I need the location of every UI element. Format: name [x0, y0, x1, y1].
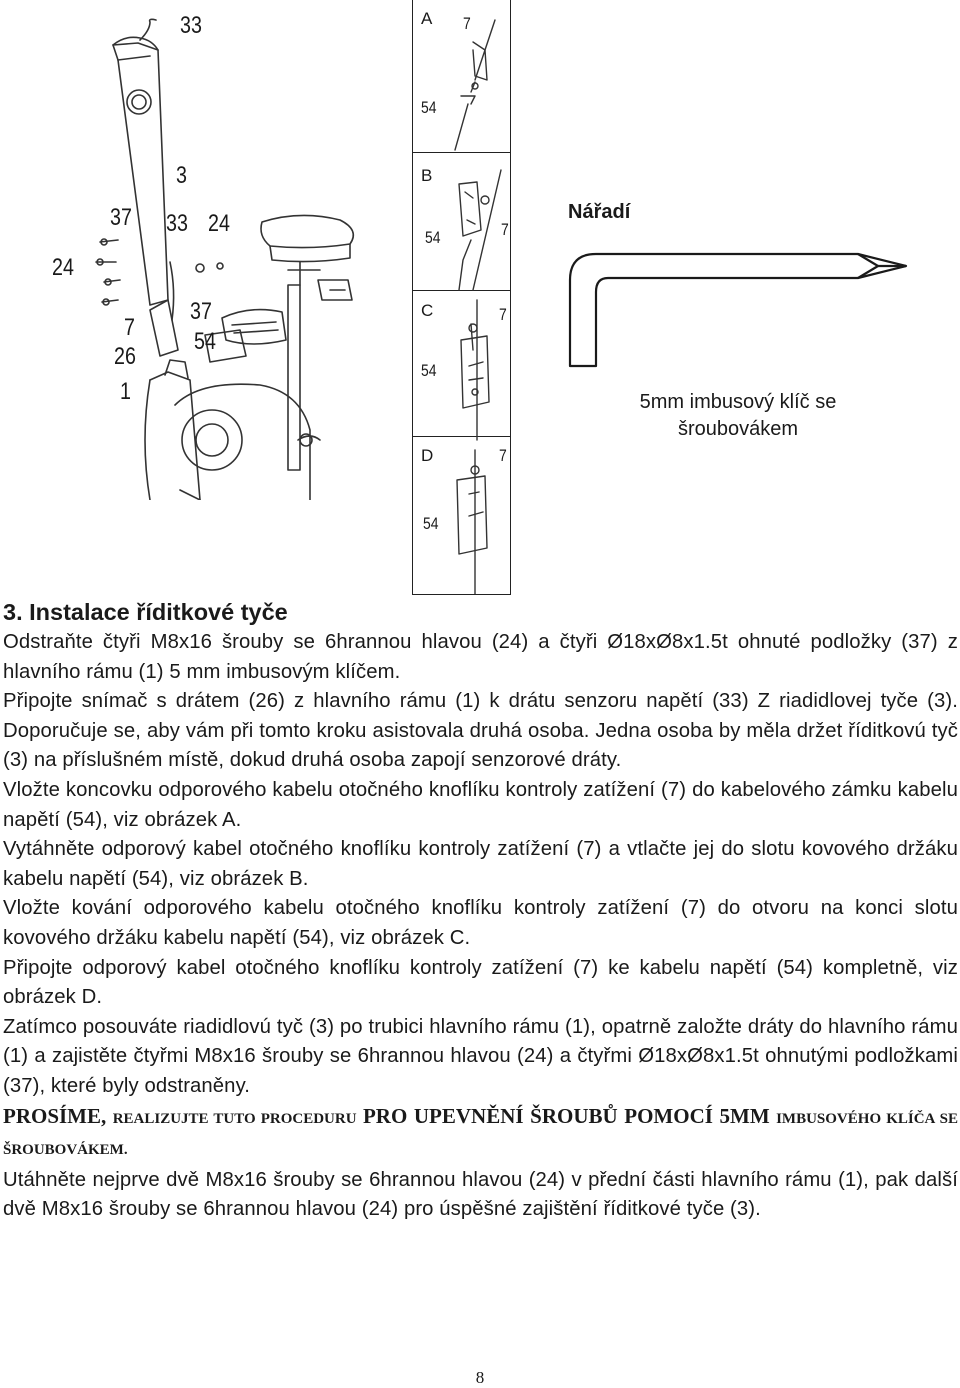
detail-insets: [412, 0, 511, 595]
inset-c-letter: C: [421, 301, 434, 320]
paragraph: Zatímco posouváte riadidlovú tyč (3) po trubici hlavního rámu (1), opatrně založte dráty do hlavního rámu (1) a zajistěte čtyřmi M8x16 šrouby se 6hrannou hlavou (24) a čtyřmi Ø18xØ8x1.5t ohnutými podložkami (37), které byly odstraněny.: [3, 1015, 958, 1097]
caps-note-part: IMBUSOVÉHO KLÍČA SE ŠROUBOVÁKEM.: [3, 1110, 958, 1159]
inset-b-num54: 54: [425, 228, 441, 247]
callout-24-a: 24: [208, 210, 230, 237]
inset-d-letter: D: [421, 446, 434, 465]
callout-3: 3: [176, 162, 187, 189]
inset-b-num7: 7: [501, 220, 509, 239]
allen-key-icon: [560, 240, 920, 372]
callout-24-b: 24: [52, 254, 74, 281]
callout-33-top: 33: [180, 12, 202, 39]
inset-a-num54: 54: [421, 98, 437, 117]
tools-title: Nářadí: [568, 201, 631, 223]
callout-33-b: 33: [166, 210, 188, 237]
inset-d-num54: 54: [423, 514, 439, 533]
callout-37-b: 37: [190, 298, 212, 325]
paragraph: Připojte odporový kabel otočného knoflíku kontroly zatížení (7) ke kabelu napětí (54) kompletně, viz obrázek D.: [3, 956, 958, 1009]
tool-description: 5mm imbusový klíč se šroubovákem: [639, 391, 837, 440]
paragraph-final: Utáhněte nejprve dvě M8x16 šrouby se 6hrannou hlavou (24) v přední části hlavního rámu (1), pak další dvě M8x16 šrouby se 6hrannou hlavou (24) pro úspěšné zajištění říditkové tyče (3).: [3, 1168, 958, 1221]
paragraph: Vložte kování odporového kabelu otočného knoflíku kontroly zatížení (7) do otvoru na konci slotu kovového držáku kabelu napětí (54), viz obrázek C.: [3, 897, 958, 949]
paragraph: Odstraňte čtyři M8x16 šrouby se 6hrannou hlavou (24) a čtyři Ø18xØ8x1.5t ohnuté podložky (37) z hlavního rámu (1) 5 mm imbusovým klíčem.: [3, 631, 958, 683]
callout-37-a: 37: [110, 204, 132, 231]
callout-26: 26: [114, 343, 136, 370]
paragraph: Připojte snímač s drátem (26) z hlavního rámu (1) k drátu senzoru napětí (33) Z riadidlovej tyče (3). Doporučuje se, aby vám při tomto kroku asistovala druhá osoba. Jedna osoba by měla držet říditkovú tyč (3) na příslušném místě, dokud druhá osoba zapojí senzorové dráty.: [3, 690, 958, 772]
callout-54: 54: [194, 328, 216, 355]
caps-note-part: REALIZUJTE TUTO PROCEDURU: [112, 1110, 357, 1127]
paragraph: Vložte koncovku odporového kabelu otočného knoflíku kontroly zatížení (7) do kabelového zámku kabelu napětí (54), viz obrázek A.: [3, 778, 958, 831]
inset-drawings: [413, 0, 510, 594]
callout-7: 7: [124, 314, 135, 341]
page-number: 8: [475, 1368, 485, 1387]
section-heading: 3. Instalace říditkové tyče: [3, 599, 288, 625]
caps-note-part: PRO UPEVNĚNÍ ŠROUBŮ POMOCÍ 5MM: [362, 1103, 770, 1128]
inset-a-letter: A: [421, 9, 433, 28]
caps-note-part: PROSÍME,: [3, 1103, 107, 1128]
callout-1: 1: [120, 378, 131, 405]
inset-c-num7: 7: [499, 305, 507, 324]
inset-a-num7: 7: [463, 14, 471, 33]
inset-d-num7: 7: [499, 446, 507, 465]
caps-note: [3, 1102, 958, 1166]
inset-b-letter: B: [421, 166, 433, 185]
paragraph: Vytáhněte odporový kabel otočného knoflíku kontroly zatížení (7) a vtlačte jej do slotu kovového držáku kabelu napětí (54), viz obrázek B.: [3, 838, 958, 890]
assembly-figure: [0, 0, 410, 500]
instructions: [3, 597, 958, 1225]
inset-c-num54: 54: [421, 361, 437, 380]
